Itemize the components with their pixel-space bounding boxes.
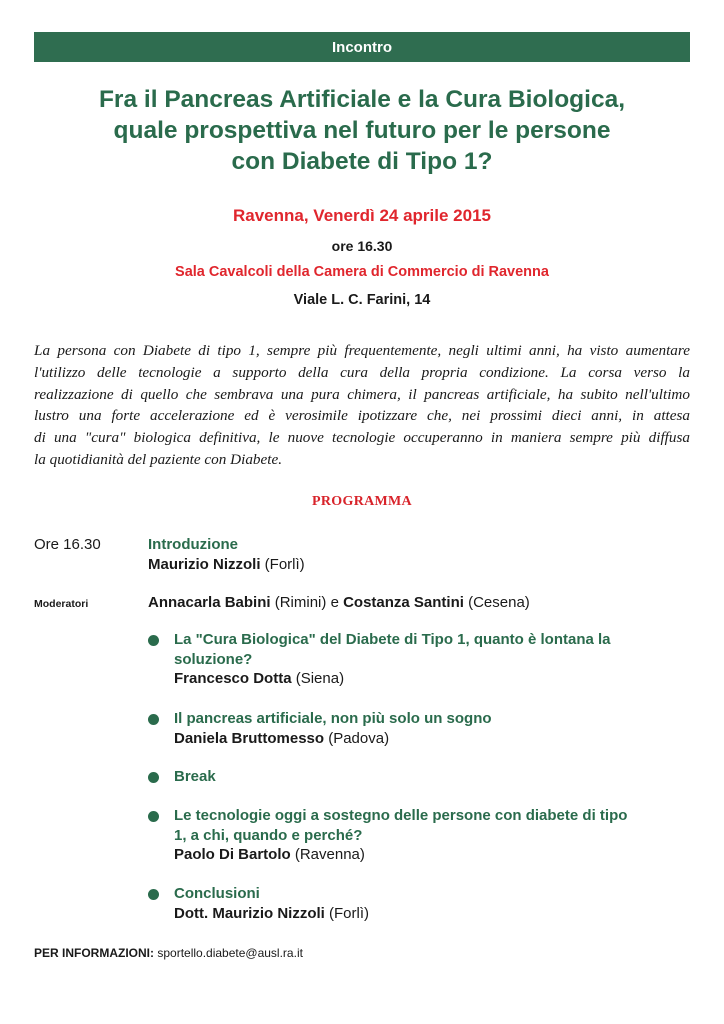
event-title (34, 84, 690, 177)
program-item (148, 630, 704, 689)
speaker-name: Francesco Dotta (174, 670, 292, 687)
event-date: Ravenna, Venerdì 24 aprile 2015 (233, 206, 491, 225)
intro-paragraph (34, 340, 690, 471)
program-item (148, 884, 704, 923)
intro-line: l'utilizzo delle tecnologie a supporto della cura della propria condizione. La corsa verso la (34, 363, 690, 381)
intro-line: realizzazione di quello che sembrava una pura chimera, il pancreas artificiale, ha subito nell'ultimo (34, 385, 690, 403)
opening-time: Ore 16.30 (34, 536, 101, 553)
speaker-city: (Padova) (328, 729, 390, 747)
title-line-3: con Diabete di Tipo 1? (231, 148, 493, 175)
programma-heading: PROGRAMMA (312, 494, 412, 509)
speaker-city: (Forlì) (264, 555, 305, 573)
opening-speaker-line (148, 555, 708, 575)
intro-line: lustro una forte accelerazione ed è verosimile ipotizzare che, nei prossimi dieci anni, in attesa (34, 407, 690, 425)
moderators-label: Moderatori (34, 598, 89, 610)
speaker-city: (Siena) (295, 670, 345, 687)
banner-label: Incontro (332, 38, 392, 56)
item-speaker-line (174, 729, 704, 749)
item-title: La "Cura Biologica" del Diabete di Tipo 1, quanto è lontana la (174, 631, 611, 648)
speaker-name: Paolo Di Bartolo (174, 846, 291, 863)
header-banner (34, 32, 690, 62)
bullet-dot-icon (148, 811, 159, 822)
speaker-name: Maurizio Nizzoli (148, 555, 261, 573)
footer-label: PER INFORMAZIONI: (34, 946, 154, 960)
speaker-city: (Forlì) (329, 904, 369, 922)
opening-title: Introduzione (148, 536, 238, 553)
bullet-dot-icon (148, 772, 159, 783)
event-address: Viale L. C. Farini, 14 (293, 292, 431, 308)
footer-info (34, 946, 303, 960)
title-line-2: quale prospettiva nel futuro per le persone (113, 117, 611, 144)
item-speaker-line (174, 904, 704, 924)
item-speaker-line (174, 845, 704, 865)
item-title: 1, a chi, quando e perché? (174, 826, 363, 844)
item-title: Conclusioni (174, 885, 260, 902)
bullet-dot-icon (148, 889, 159, 900)
item-speaker-line (174, 669, 704, 689)
event-time: ore 16.30 (331, 238, 393, 254)
intro-line: La persona con Diabete di tipo 1, sempre più frequentemente, negli ultimi anni, ha visto aumentare (34, 342, 690, 359)
moderators-line (148, 593, 708, 613)
item-title: Le tecnologie oggi a sostegno delle persone con diabete di tipo (174, 807, 628, 824)
program-item (148, 767, 704, 787)
intro-line: di una "cura" biologica definitiva, le nuove tecnologie occuperanno in maniera sempre più diffusa (34, 429, 690, 447)
speaker-name: Daniela Bruttomesso (174, 729, 325, 747)
opening-block (148, 535, 708, 574)
bullet-dot-icon (148, 635, 159, 646)
program-item (148, 709, 704, 748)
item-title: Break (174, 768, 216, 785)
program-item (148, 806, 704, 865)
bullet-dot-icon (148, 714, 159, 725)
item-title: Il pancreas artificiale, non più solo un sogno (174, 710, 492, 727)
moderator-city: (Cesena) (468, 594, 530, 611)
speaker-name: Dott. Maurizio Nizzoli (174, 904, 325, 922)
moderator-city: (Rimini) (274, 594, 327, 611)
item-title: soluzione? (174, 650, 253, 668)
moderator-name: Costanza Santini (343, 594, 464, 611)
footer-email[interactable]: sportello.diabete@ausl.ra.it (157, 946, 303, 960)
moderator-name: Annacarla Babini (148, 594, 271, 611)
moderator-conjunction: e (330, 594, 339, 611)
intro-line: la quotidianità del paziente con Diabete. (34, 450, 283, 468)
event-venue: Sala Cavalcoli della Camera di Commercio di Ravenna (175, 264, 549, 280)
title-line-1: Fra il Pancreas Artificiale e la Cura Biologica, (98, 86, 626, 113)
speaker-city: (Ravenna) (294, 846, 365, 863)
